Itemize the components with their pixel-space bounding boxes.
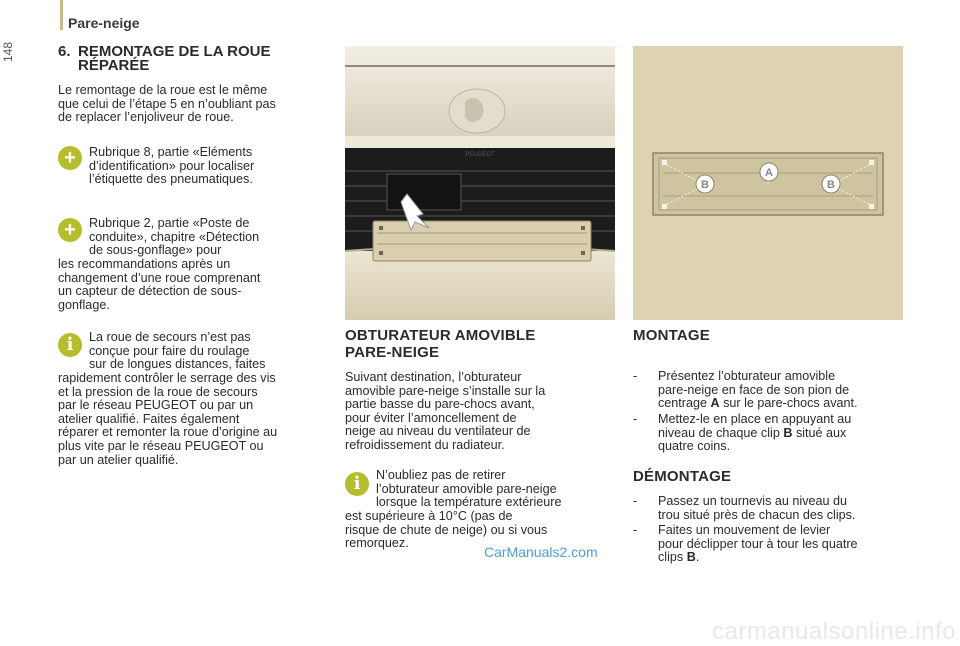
plus-icon: + xyxy=(58,146,82,170)
peugeot-badge: PEUGEOT xyxy=(465,152,495,158)
section-title: Pare-neige xyxy=(68,15,140,31)
note-spare-indented: La roue de secours n’est pas conçue pour faire du roulage sur de longues distances, faites xyxy=(89,330,266,372)
note-spare-full: rapidement contrôler le serrage des vis et la pression de la roue de secours par le réseau PEUGEOT ou par un atelier qualifié. Faites également réparer et remonter la roue d’origine au plus vite par le réseau PEUGEOT ou par un atelier qualifié. xyxy=(58,371,278,467)
list-item: - Faites un mouvement de levier pour déclipper tour à tour les quatre clips B. xyxy=(633,523,858,565)
obturateur-note-indented: N’oubliez pas de retirer l’obturateur amovible pare-neige lorsque la température extérieure xyxy=(376,468,562,510)
label-a: A xyxy=(765,167,773,179)
cover-diagram xyxy=(633,46,903,320)
obturateur-title-2: PARE-NEIGE xyxy=(345,344,440,361)
cover-schematic xyxy=(633,46,903,320)
carmanualsonline-watermark: carmanualsonline.info xyxy=(712,618,956,645)
header-rule xyxy=(60,0,63,30)
intro-paragraph: Le remontage de la roue est le même que celui de l’étape 5 en n’oubliant pas de replacer l’enjoliveur de roue. xyxy=(58,83,276,125)
info-icon: i xyxy=(345,472,369,496)
montage-title: MONTAGE xyxy=(633,327,710,344)
label-b-right: B xyxy=(827,179,835,191)
note-detection-indented: Rubrique 2, partie «Poste de conduite», chapitre «Détection de sous-gonflage» pour xyxy=(89,216,260,258)
page-number: 148 xyxy=(1,42,15,63)
list-item: - Mettez-le en place en appuyant au niveau de chaque clip B situé aux quatre coins. xyxy=(633,412,852,454)
note-detection-full: les recommandations après un changement d’une roue comprenant un capteur de détection de sous- gonflage. xyxy=(58,257,261,312)
info-icon: i xyxy=(58,333,82,357)
heading-number: 6. xyxy=(58,43,71,60)
note-identification: Rubrique 8, partie «Eléments d’identification» pour localiser l’étiquette des pneumatiques. xyxy=(89,145,255,187)
obturateur-note-full: est supérieure à 10°C (pas de risque de chute de neige) ou si vous remorquez. xyxy=(345,509,548,551)
list-item: - Présentez l’obturateur amovible pare-neige en face de son pion de centrage A sur le pare-chocs avant. xyxy=(633,369,858,411)
demontage-list xyxy=(633,495,913,575)
heading-line-2: RÉPARÉE xyxy=(78,57,150,74)
obturateur-body: Suivant destination, l’obturateur amovible pare-neige s’installe sur la partie basse du pare-chocs avant, pour éviter l’amoncellement de neige au niveau du ventilateur de refroidissement du radiateur. xyxy=(345,370,546,452)
list-item: - Passez un tournevis au niveau du trou situé près de chacun des clips. xyxy=(633,494,856,522)
bumper-illustration xyxy=(345,46,615,320)
heading-line-1: REMONTAGE DE LA ROUE xyxy=(78,43,271,60)
montage-list xyxy=(633,369,913,454)
plus-icon: + xyxy=(58,218,82,242)
carmanuals-watermark: CarManuals2.com xyxy=(484,544,598,560)
label-b-left: B xyxy=(701,179,709,191)
bumper-photo xyxy=(345,46,615,320)
demontage-title: DÉMONTAGE xyxy=(633,468,732,485)
obturateur-title-1: OBTURATEUR AMOVIBLE xyxy=(345,327,536,344)
